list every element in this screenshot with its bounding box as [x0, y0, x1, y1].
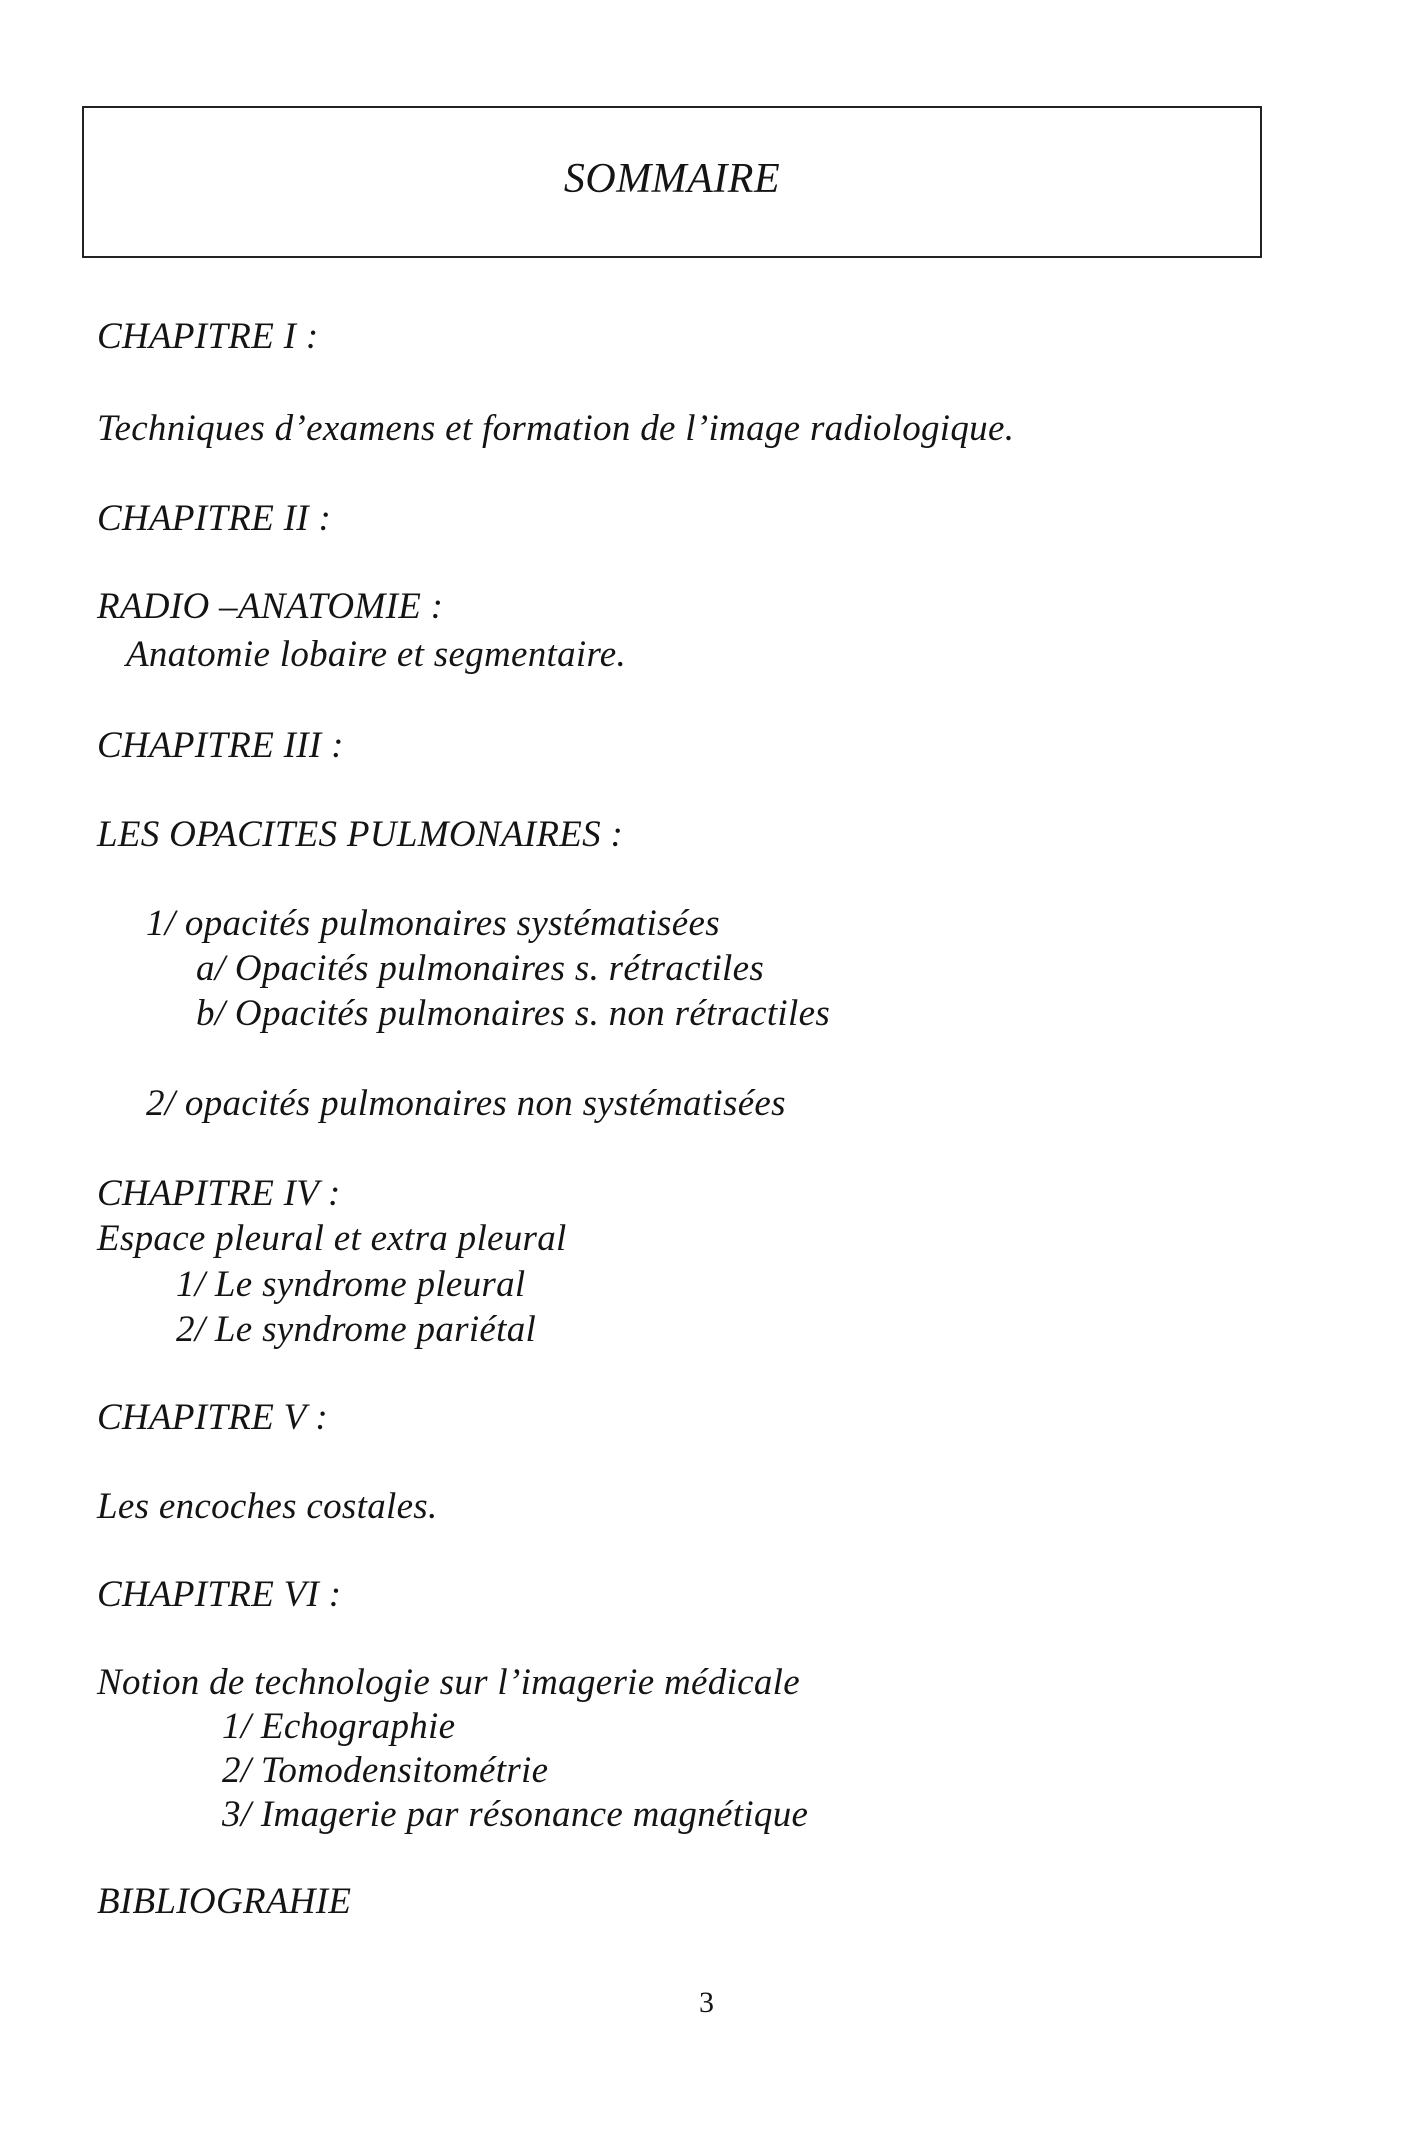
chapter-5-heading: CHAPITRE V :	[97, 1397, 329, 1438]
chapter-4-heading: CHAPITRE IV :	[97, 1173, 341, 1214]
chapter-4-title: Espace pleural et extra pleural	[97, 1218, 567, 1259]
chapter-2-subtitle: Anatomie lobaire et segmentaire.	[126, 634, 627, 675]
chapter-3-title: LES OPACITES PULMONAIRES :	[97, 814, 624, 855]
chapter-3-item-2: 2/ opacités pulmonaires non systématisées	[146, 1083, 786, 1124]
chapter-6-item-1: 1/ Echographie	[222, 1706, 456, 1747]
bibliography-heading: BIBLIOGRAHIE	[97, 1881, 352, 1922]
chapter-4-item-1: 1/ Le syndrome pleural	[176, 1264, 526, 1305]
chapter-2-title: RADIO –ANATOMIE :	[97, 586, 444, 627]
chapter-3-item-1a: a/ Opacités pulmonaires s. rétractiles	[196, 948, 765, 989]
chapter-3-item-1b: b/ Opacités pulmonaires s. non rétractiles	[196, 993, 831, 1034]
page-number: 3	[699, 1986, 714, 2019]
chapter-1-heading: CHAPITRE I :	[97, 316, 319, 357]
chapter-6-item-3: 3/ Imagerie par résonance magnétique	[222, 1794, 809, 1835]
page-title: SOMMAIRE	[563, 156, 781, 202]
chapter-6-heading: CHAPITRE VI :	[97, 1574, 342, 1615]
chapter-3-item-1: 1/ opacités pulmonaires systématisées	[146, 903, 720, 944]
chapter-2-heading: CHAPITRE II :	[97, 498, 332, 539]
chapter-6-title: Notion de technologie sur l’imagerie médicale	[97, 1662, 800, 1703]
title-box	[82, 106, 1262, 258]
chapter-6-item-2: 2/ Tomodensitométrie	[222, 1750, 549, 1791]
chapter-4-item-2: 2/ Le syndrome pariétal	[176, 1309, 537, 1350]
chapter-3-heading: CHAPITRE III :	[97, 725, 344, 766]
chapter-5-title: Les encoches costales.	[97, 1486, 438, 1527]
chapter-1-title: Techniques d’examens et formation de l’image radiologique.	[97, 408, 1015, 449]
